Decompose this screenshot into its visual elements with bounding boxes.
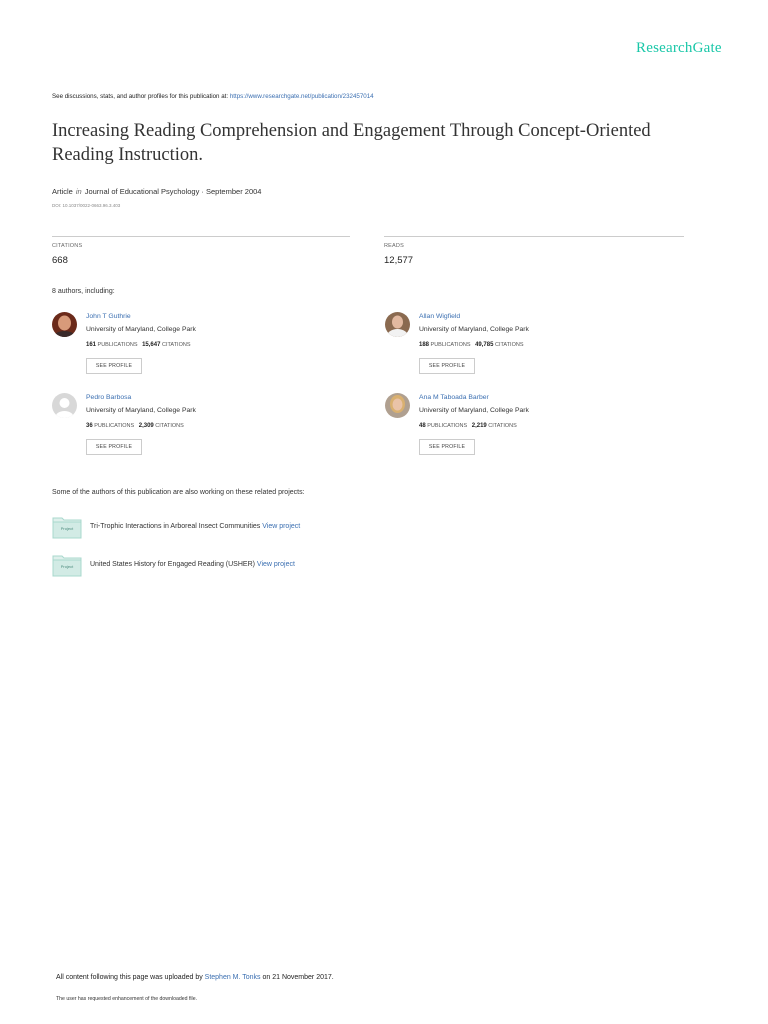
project-item <box>52 515 452 541</box>
author-stats <box>86 342 191 348</box>
author-card <box>385 312 685 382</box>
publications-label: PUBLICATIONS <box>427 423 468 429</box>
enhancement-note: The user has requested enhancement of the downloaded file. <box>56 996 198 1002</box>
article-type: Article <box>52 187 73 196</box>
projects-heading: Some of the authors of this publication are also working on these related projects: <box>52 489 305 496</box>
citations-label: CITATIONS <box>155 423 184 429</box>
citations-count: 2,219 <box>471 423 487 429</box>
author-institution: University of Maryland, College Park <box>86 407 196 414</box>
view-project-link[interactable]: View project <box>256 561 295 568</box>
default-avatar-icon <box>52 393 77 418</box>
publications-count: 36 <box>86 423 93 429</box>
author-institution: University of Maryland, College Park <box>86 326 196 333</box>
author-photo-icon <box>385 312 410 337</box>
project-folder-icon <box>52 553 82 577</box>
avatar[interactable] <box>385 393 410 418</box>
see-profile-button[interactable]: SEE PROFILE <box>86 358 142 374</box>
see-profile-button[interactable]: SEE PROFILE <box>419 358 475 374</box>
citations-count: 15,647 <box>142 342 161 348</box>
avatar[interactable] <box>52 393 77 418</box>
doi: DOI: 10.1037/0022-0663.96.3.403 <box>52 203 121 208</box>
journal-date: Journal of Educational Psychology · September 2004 <box>84 187 262 196</box>
avatar[interactable] <box>52 312 77 337</box>
project-name: United States History for Engaged Reading (USHER) <box>90 561 257 568</box>
author-stats <box>419 342 524 348</box>
citations-label: CITATIONS <box>52 243 83 249</box>
upload-prefix: All content following this page was uploaded by <box>56 974 205 981</box>
see-discussions-text: See discussions, stats, and author profiles for this publication at: <box>52 93 230 100</box>
publication-title: Increasing Reading Comprehension and Engagement Through Concept-Oriented Reading Instruction. <box>52 121 651 165</box>
author-card <box>385 393 685 463</box>
author-photo-icon <box>52 312 77 337</box>
publications-label: PUBLICATIONS <box>94 423 135 429</box>
publications-label: PUBLICATIONS <box>97 342 138 348</box>
citations-divider <box>52 236 350 237</box>
see-profile-button[interactable]: SEE PROFILE <box>419 439 475 455</box>
avatar[interactable] <box>385 312 410 337</box>
researchgate-logo[interactable]: ResearchGate <box>636 40 722 56</box>
reads-divider <box>384 236 684 237</box>
uploader-link[interactable]: Stephen M. Tonks <box>204 974 261 981</box>
author-card <box>52 393 352 463</box>
reads-label: READS <box>384 243 404 249</box>
view-project-link[interactable]: View project <box>262 523 301 530</box>
citations-label: CITATIONS <box>494 342 524 348</box>
project-folder-icon <box>52 515 82 539</box>
publication-url-link[interactable]: https://www.researchgate.net/publication/232457014 <box>229 93 374 100</box>
author-stats <box>86 423 184 429</box>
citations-value: 668 <box>52 255 68 266</box>
see-discussions-line <box>52 93 374 100</box>
project-folder-label: Project <box>60 564 74 569</box>
author-name[interactable]: Ana M Taboada Barber <box>419 394 489 401</box>
author-card <box>52 312 352 382</box>
author-name[interactable]: Pedro Barbosa <box>86 394 132 401</box>
citations-label: CITATIONS <box>488 423 517 429</box>
publication-meta <box>52 187 261 196</box>
citations-label: CITATIONS <box>161 342 191 348</box>
author-name[interactable]: John T Guthrie <box>86 313 131 320</box>
author-institution: University of Maryland, College Park <box>419 326 529 333</box>
project-item <box>52 553 452 579</box>
publications-count: 188 <box>419 342 430 348</box>
project-text <box>90 523 300 530</box>
publications-label: PUBLICATIONS <box>430 342 471 348</box>
author-photo-icon <box>385 393 410 418</box>
publications-count: 48 <box>419 423 426 429</box>
in-label: in <box>75 187 82 196</box>
reads-value: 12,577 <box>384 255 414 266</box>
project-text <box>90 561 295 568</box>
author-stats <box>419 423 517 429</box>
project-name: Tri-Trophic Interactions in Arboreal Insect Communities <box>90 523 263 530</box>
upload-suffix: on 21 November 2017. <box>260 974 334 981</box>
author-name[interactable]: Allan Wigfield <box>419 313 461 320</box>
author-institution: University of Maryland, College Park <box>419 407 529 414</box>
upload-notice <box>56 974 334 981</box>
publications-count: 161 <box>86 342 97 348</box>
project-folder-label: Project <box>60 526 74 531</box>
see-profile-button[interactable]: SEE PROFILE <box>86 439 142 455</box>
authors-heading: 8 authors, including: <box>52 288 115 295</box>
citations-count: 2,309 <box>138 423 154 429</box>
citations-count: 49,785 <box>475 342 494 348</box>
